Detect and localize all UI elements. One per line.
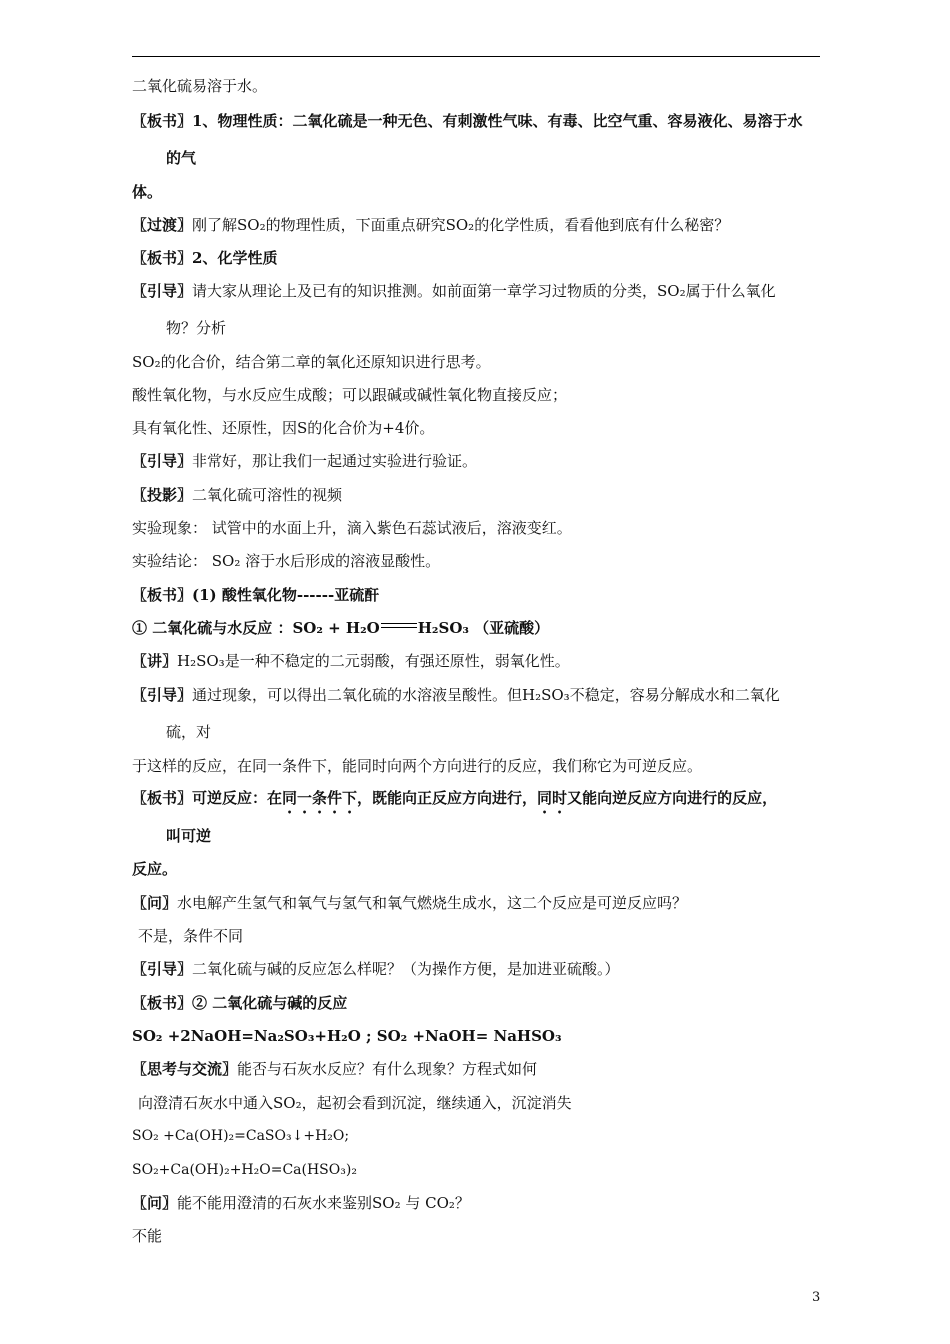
label-question: 〖问〗 (132, 894, 178, 912)
equation-right: H₂SO₃ （亚硫酸） (417, 619, 550, 637)
question-line (132, 1193, 470, 1213)
label-lecture: 〖讲〗 (132, 652, 178, 670)
guide-line-cont: 物？分析 (166, 319, 227, 337)
guide-line (132, 451, 477, 471)
board-heading: 〖板书〗(1) 酸性氧化物------亚硫酐 (132, 586, 380, 604)
board-heading-cont: 体。 (132, 183, 163, 201)
equation-lime-water-excess: SO₂+Ca(OH)₂+H₂O=Ca(HSO₃)₂ (132, 1162, 357, 1178)
label-guide: 〖引导〗 (132, 960, 193, 978)
text-line: SO₂的化合价，结合第二章的氧化还原知识进行思考。 (132, 353, 491, 371)
definition-part: ，既能向正反应方向进行， (357, 789, 538, 807)
transition-line (132, 215, 729, 235)
answer-line: 不是，条件不同 (138, 927, 244, 945)
label-guide: 〖引导〗 (132, 282, 193, 300)
equation-left: ① 二氧化硫与水反应 ：SO₂ + H₂O (132, 619, 380, 637)
projection-line (132, 485, 342, 505)
projection-text: 二氧化硫可溶性的视频 (192, 486, 343, 504)
label-projection: 〖投影〗 (132, 486, 193, 504)
text-line: 具有氧化性、还原性，因S的化合价为+4价。 (132, 419, 435, 437)
question-line (132, 893, 687, 913)
board-definition-cont: 叫可逆 (166, 827, 212, 845)
guide-line (132, 959, 620, 979)
text-line: 向澄清石灰水中通入SO₂，起初会看到沉淀，继续通入，沉淀消失 (138, 1094, 572, 1112)
page-number: 3 (812, 1290, 821, 1305)
guide-line-cont: 硫，对 (166, 723, 212, 741)
equation-so2-naoh: SO₂ +2NaOH=Na₂SO₃+H₂O ; SO₂ +NaOH= NaHSO₃ (132, 1027, 562, 1045)
question-text: 水电解产生氢气和氧气与氢气和氧气燃烧生成水，这二个反应是可逆反应吗？ (177, 894, 688, 912)
definition-part: 又能向逆反应方向进行的反应， (567, 789, 778, 807)
text-line: 二氧化硫易溶于水。 (132, 77, 268, 95)
emphasis-simultaneous: 同时 (537, 789, 568, 807)
experiment-conclusion: 实验结论： SO₂ 溶于水后形成的溶液显酸性。 (132, 552, 441, 570)
question-text: 能不能用澄清的石灰水来鉴别SO₂ 与 CO₂？ (177, 1194, 470, 1212)
board-heading: 〖板书〗1、物理性质：二氧化硫是一种无色、有刺激性气味、有毒、比空气重、容易液化、易溶于水 (132, 112, 803, 130)
guide-text: 请大家从理论上及已有的知识推测。如前面第一章学习过物质的分类，SO₂属于什么氧化 (192, 282, 776, 300)
definition-part: 〖板书〗可逆反应：在 (132, 789, 283, 807)
label-guide: 〖引导〗 (132, 452, 193, 470)
board-definition-cont: 反应。 (132, 860, 178, 878)
board-definition (132, 788, 777, 817)
guide-text: 二氧化硫与碱的反应怎么样呢？（为操作方便，是加进亚硫酸。） (192, 960, 620, 978)
reversible-arrow (381, 621, 417, 631)
board-heading: 〖板书〗② 二氧化硫与碱的反应 (132, 994, 348, 1012)
guide-line (132, 685, 780, 705)
transition-text: 刚了解SO₂的物理性质，下面重点研究SO₂的化学性质，看看他到底有什么秘密？ (192, 216, 730, 234)
header-rule (132, 56, 820, 57)
answer-line: 不能 (132, 1227, 163, 1245)
label-guide: 〖引导〗 (132, 686, 193, 704)
lecture-text: H₂SO₃是一种不稳定的二元弱酸，有强还原性，弱氧化性。 (177, 652, 570, 670)
label-question: 〖问〗 (132, 1194, 178, 1212)
board-heading-cont: 的气 (166, 149, 197, 167)
label-discussion: 〖思考与交流〗 (132, 1060, 238, 1078)
guide-text: 通过现象，可以得出二氧化硫的水溶液呈酸性。但H₂SO₃不稳定，容易分解成水和二氧化 (192, 686, 780, 704)
equation-lime-water: SO₂ +Ca(OH)₂=CaSO₃↓+H₂O; (132, 1128, 350, 1144)
text-line: 于这样的反应，在同一条件下，能同时向两个方向进行的反应，我们称它为可逆反应。 (132, 757, 703, 775)
discussion-text: 能否与石灰水反应？有什么现象？方程式如何 (237, 1060, 538, 1078)
guide-text: 非常好，那让我们一起通过实验进行验证。 (192, 452, 478, 470)
text-line: 酸性氧化物，与水反应生成酸；可以跟碱或碱性氧化物直接反应； (132, 386, 568, 404)
emphasis-same-condition: 同一条件下 (282, 789, 358, 807)
guide-line (132, 281, 776, 301)
discussion-line (132, 1059, 537, 1079)
experiment-phenomenon: 实验现象： 试管中的水面上升，滴入紫色石蕊试液后，溶液变红。 (132, 519, 572, 537)
lecture-line (132, 651, 570, 671)
board-heading: 〖板书〗2、化学性质 (132, 249, 278, 267)
equation-so2-water (132, 618, 549, 638)
label-transition: 〖过渡〗 (132, 216, 193, 234)
